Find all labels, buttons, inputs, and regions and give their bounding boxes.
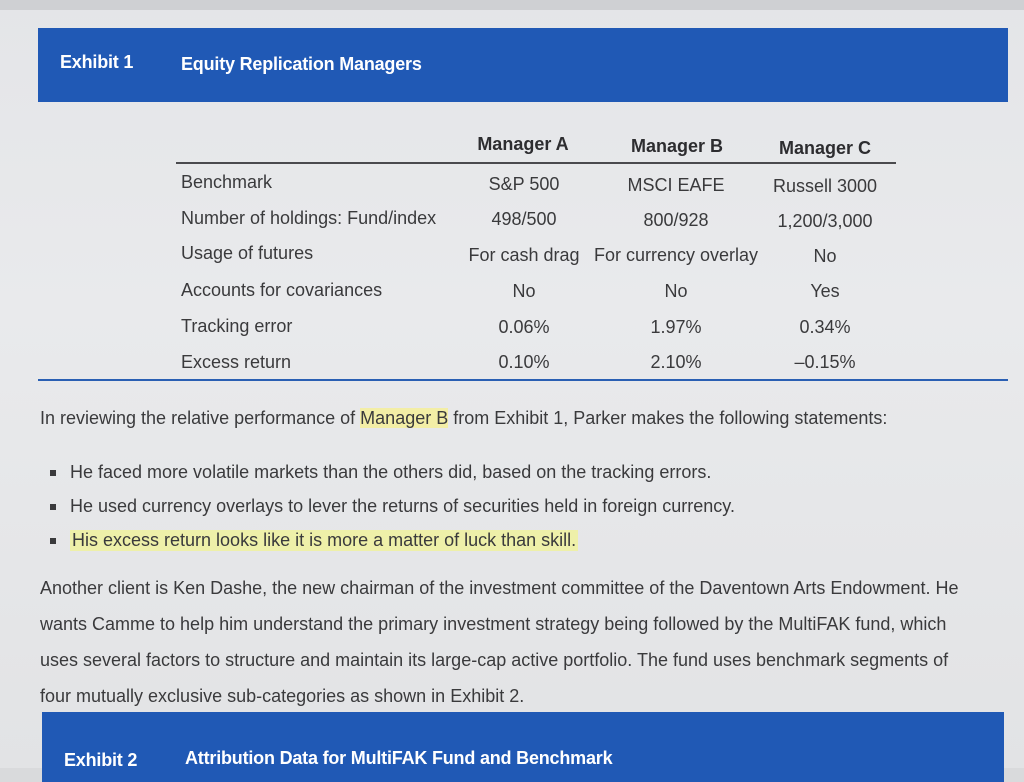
cell-covariances-c: Yes — [810, 281, 840, 301]
cell-excess-return-a: 0.10% — [498, 352, 550, 372]
bullet-square-icon — [50, 470, 56, 476]
row-label-benchmark: Benchmark — [181, 172, 273, 192]
intro-text-before: In reviewing the relative performance of — [40, 408, 361, 428]
column-header-manager-b: Manager B — [630, 136, 724, 156]
column-header-manager-a: Manager A — [477, 134, 569, 154]
bullet-square-icon — [50, 504, 56, 510]
cell-tracking-error-a: 0.06% — [498, 317, 550, 337]
cell-benchmark-a: S&P 500 — [488, 174, 560, 194]
bullet-square-icon — [50, 538, 56, 544]
cell-futures-b: For currency overlay — [593, 245, 759, 265]
cell-futures-c: No — [813, 246, 837, 266]
statement-3-highlighted: His excess return looks like it is more a matter of luck than skill. — [72, 530, 577, 550]
row-label-excess-return: Excess return — [181, 352, 292, 372]
row-label-tracking-error: Tracking error — [181, 316, 293, 336]
paragraph-line-1: Another client is Ken Dashe, the new chairman of the investment committee of the Daventown Arts Endowment. He — [40, 578, 959, 598]
cell-futures-a: For cash drag — [468, 245, 580, 265]
cell-holdings-b: 800/928 — [643, 210, 709, 230]
statement-2: He used currency overlays to lever the returns of securities held in foreign currency. — [70, 496, 735, 516]
row-label-covariances: Accounts for covariances — [181, 280, 383, 300]
table-bottom-rule — [38, 379, 1008, 381]
paragraph-line-4: four mutually exclusive sub-categories as shown in Exhibit 2. — [40, 686, 525, 706]
row-label-futures: Usage of futures — [181, 243, 314, 263]
intro-sentence — [40, 408, 887, 429]
cell-excess-return-c: –0.15% — [794, 352, 856, 372]
intro-highlight-manager-b: Manager B — [360, 408, 449, 428]
cell-excess-return-b: 2.10% — [650, 352, 702, 372]
cell-covariances-a: No — [512, 281, 536, 301]
cell-benchmark-c: Russell 3000 — [772, 176, 878, 196]
exhibit-2-number: Exhibit 2 — [64, 750, 138, 770]
column-header-manager-c: Manager C — [778, 138, 872, 158]
dashe-paragraph — [40, 570, 1005, 714]
cell-benchmark-b: MSCI EAFE — [627, 175, 725, 195]
cell-covariances-b: No — [664, 281, 688, 301]
exhibit-2-title: Attribution Data for MultiFAK Fund and Benchmark — [185, 748, 613, 768]
cell-tracking-error-c: 0.34% — [799, 317, 851, 337]
cell-tracking-error-b: 1.97% — [650, 317, 702, 337]
statement-1: He faced more volatile markets than the others did, based on the tracking errors. — [70, 462, 712, 482]
exhibit-1-number: Exhibit 1 — [60, 52, 134, 72]
exhibit-1-title: Equity Replication Managers — [181, 54, 422, 74]
header-rule — [176, 162, 896, 164]
intro-text-after: from Exhibit 1, Parker makes the following statements: — [448, 408, 888, 428]
paragraph-line-3: uses several factors to structure and maintain its large-cap active portfolio. The fund uses benchmark segments of — [40, 650, 949, 670]
exhibit-2-header — [42, 712, 1004, 782]
paragraph-line-2: wants Camme to help him understand the primary investment strategy being followed by the MultiFAK fund, which — [40, 614, 947, 634]
cell-holdings-c: 1,200/3,000 — [777, 211, 873, 231]
row-label-holdings: Number of holdings: Fund/index — [181, 208, 437, 228]
cell-holdings-a: 498/500 — [491, 209, 557, 229]
